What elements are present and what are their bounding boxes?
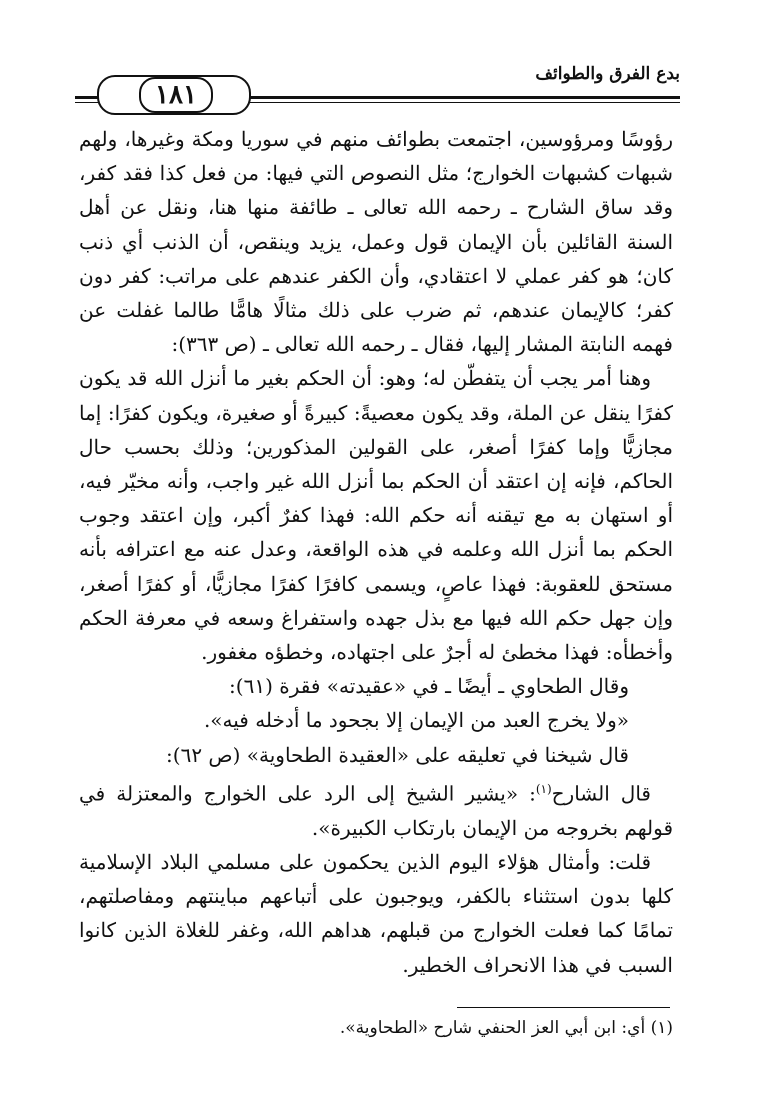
footnote-marker[interactable]: (١) [535, 781, 552, 796]
paragraph-5: قال شيخنا في تعليقه على «العقيدة الطحاوية» (ص ٦٢): [166, 742, 629, 767]
running-header [75, 58, 680, 118]
paragraph-1: رؤوسًا ومرؤوسين، اجتمعت بطوائف منهم في سوريا ومكة وغيرها، ولهم شبهات كشبهات الخوارج؛ مثل النصوص التي فيها: من فعل كذا فقد كفر، وقد ساق الشارح ـ رحمه الله تعالى ـ طائفة منها هنا، ونقل عن أهل السنة القائلين بأن الإيمان قول وعمل، يزيد وينقص، أن الذنب أي ذنب كان؛ هو كفر عملي لا اعتقادي، وأن الكفر عندهم على مراتب: كفر دون كفر؛ كالإيمان عندهم، ثم ضرب على ذلك مثالًا هامًّا طالما غفلت عن فهمه النابتة المشار إليها، فقال ـ رحمه الله تعالى ـ (ص ٣٦٣): [79, 127, 673, 357]
p6-lead: قال الشارح [551, 781, 651, 806]
header-title: بدع الفرق والطوائف [535, 64, 680, 84]
page-number: ١٨١ [139, 77, 213, 113]
paragraph-4-quote: «ولا يخرج العبد من الإيمان إلا بجحود ما أدخله فيه». [203, 708, 629, 733]
paragraph-7: قلت: وأمثال هؤلاء اليوم الذين يحكمون على مسلمي البلاد الإسلامية كلها بدون استثناء بالكفر، ويوجبون على أتباعهم مباينتهم ومفاصلتهم، تمامًا كما فعلت الخوارج من قبلهم، هداهم الله، وغفر للغلاة الذين كانوا السبب في هذا الانحراف الخطير. [79, 849, 673, 977]
paragraph-3: وقال الطحاوي ـ أيضًا ـ في «عقيدته» فقرة (٦١): [229, 674, 629, 699]
paragraph-6 [79, 772, 673, 845]
page-number-badge [97, 75, 251, 115]
main-text [79, 122, 673, 982]
footnote-rule [457, 1007, 670, 1008]
paragraph-2-quote: وهنا أمر يجب أن يتفطّن له؛ وهو: أن الحكم بغير ما أنزل الله قد يكون كفرًا ينقل عن الملة، وقد يكون معصيةً: كبيرةً أو صغيرة، ويكون كفرًا: إما مجازيًّا وإما كفرًا أصغر، على القولين المذكورين؛ وذلك بحسب حال الحاكم، فإنه إن اعتقد أن الحكم بما أنزل الله غير واجب، وأنه مخيّر فيه، أو استهان به مع تيقنه أنه حكم الله: فهذا كفرٌ أكبر، وإن اعتقد وجوب الحكم بما أنزل الله وعلمه في هذه الواقعة، وعدل عنه مع اعترافه بأنه مستحق للعقوبة: فهذا عاصٍ، ويسمى كافرًا كفرًا مجازيًّا، أو كفرًا أصغر، وإن جهل حكم الله فيها مع بذل جهده واستفراغ وسعه في معرفة الحكم وأخطأه: فهذا مخطئ له أجرٌ على اجتهاده، وخطؤه مغفور. [79, 366, 673, 665]
footnote: (١) أي: ابن أبي العز الحنفي شارح «الطحاوية». [339, 1018, 673, 1038]
p6-text: : «يشير الشيخ إلى الرد على الخوارج والمعتزلة في قولهم بخروجه من الإيمان بارتكاب الكبيرة». [79, 781, 673, 840]
